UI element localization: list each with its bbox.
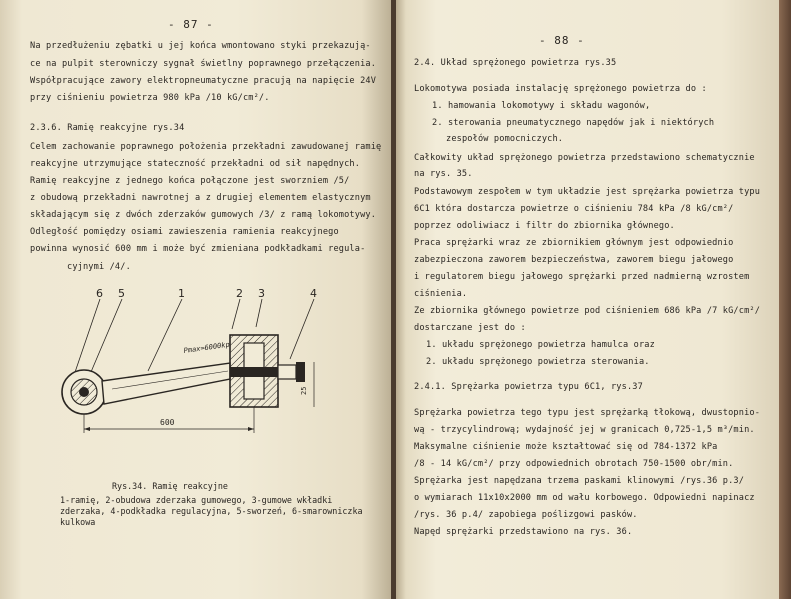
section-heading: 2.4.1. Sprężarka powietrza typu 6C1, rys.37 xyxy=(414,382,643,392)
page-number: - 87 - xyxy=(168,18,214,31)
list-item: 1. układu sprężonego powietrza hamulca oraz xyxy=(426,340,655,350)
text-line: Odległość pomiędzy osiami zawieszenia ramienia reakcyjnego xyxy=(30,227,339,237)
figure-caption-line: 1-ramię, 2-obudowa zderzaka gumowego, 3-gumowe wkładki xyxy=(60,495,333,505)
text-line: cyjnymi /4/. xyxy=(67,262,131,272)
text-line: na rys. 35. xyxy=(414,169,473,179)
text-line: poprzez odoliwiacz i filtr do zbiornika głównego. xyxy=(414,221,675,231)
list-item: 2. sterowania pneumatycznego napędów jak i niektórych xyxy=(432,118,715,128)
text-line: składającym się z dwóch zderzaków gumowych /3/ z ramą lokomotywy. xyxy=(30,210,377,220)
text-line: Napęd sprężarki przedstawiono na rys. 36. xyxy=(414,527,633,537)
text-line: reakcyjne utrzymujące stateczność przekładni od sił napędnych. xyxy=(30,159,361,169)
text-line: Ze zbiornika głównego powietrze pod ciśnieniem 686 kPa /7 kG/cm²/ xyxy=(414,306,761,316)
book-edge xyxy=(779,0,791,599)
section-heading: 2.3.6. Ramię reakcyjne rys.34 xyxy=(30,123,185,133)
part-label-1: 1 xyxy=(178,287,185,300)
text-line: powinna wynosić 600 mm i może być zmieniana podkładkami regula- xyxy=(30,244,366,254)
list-item: zespołów pomocniczych. xyxy=(446,134,564,144)
list-item: 1. hamowania lokomotywy i składu wagonów, xyxy=(432,101,651,111)
text-line: Współpracujące zawory elektropneumatyczne pracują na napięcie 24V xyxy=(30,76,377,86)
text-line: Sprężarka jest napędzana trzema paskami klinowymi /rys.36 p.3/ xyxy=(414,476,745,486)
text-line: ce na pulpit sterowniczy sygnał świetlny poprawnego przełączenia. xyxy=(30,59,377,69)
text-line: Na przedłużeniu zębatki u jej końca wmontowano styki przekazują- xyxy=(30,41,371,51)
text-line: 6C1 która dostarcza powietrze o ciśnieniu 784 kPa /8 kG/cm²/ xyxy=(414,204,734,214)
right-page xyxy=(396,0,779,599)
text-line: przy ciśnieniu powietrza 980 kPa /10 kG/cm²/. xyxy=(30,93,270,103)
text-line: z obudową przekładni nawrotnej a z drugiej elementem elastycznym xyxy=(30,193,371,203)
text-line: o wymiarach 11x10x2000 mm od wału korbowego. Odpowiedni napinacz xyxy=(414,493,755,503)
text-line: /8 - 14 kG/cm²/ przy odpowiednich obrotach 750-1500 obr/min. xyxy=(414,459,734,469)
side-dimension-label: 25 xyxy=(300,386,308,395)
section-heading: 2.4. Układ sprężonego powietrza rys.35 xyxy=(414,58,617,68)
text-line: dostarczane jest do : xyxy=(414,323,526,333)
part-label-2: 2 xyxy=(236,287,243,300)
reaction-arm-drawing xyxy=(52,283,342,453)
text-line: wą - trzycylindrową; wydajność jej w granicach 0,725-1,5 m³/min. xyxy=(414,425,755,435)
part-label-6: 6 xyxy=(96,287,103,300)
text-line: Sprężarka powietrza tego typu jest sprężarką tłokową, dwustopnio- xyxy=(414,408,761,418)
text-line: Całkowity układ sprężonego powietrza przedstawiono schematycznie xyxy=(414,153,755,163)
left-page xyxy=(0,0,393,599)
part-label-4: 4 xyxy=(310,287,317,300)
list-item: 2. układu sprężonego powietrza sterowania. xyxy=(426,357,650,367)
text-line: Podstawowym zespołem w tym układzie jest sprężarka powietrza typu xyxy=(414,187,761,197)
text-line: i regulatorem biegu jałowego sprężarki przed nadmierną wzrostem xyxy=(414,272,750,282)
text-line: Ramię reakcyjne z jednego końca połączone jest sworzniem /5/ xyxy=(30,176,350,186)
text-line: Praca sprężarki wraz ze zbiornikiem głównym jest odpowiednio xyxy=(414,238,734,248)
text-line: Celem zachowanie poprawnego położenia przekładni zawudowanej ramię xyxy=(30,142,382,152)
dimension-label: 600 xyxy=(160,418,175,427)
text-line: Lokomotywa posiada instalację sprężonego powietrza do : xyxy=(414,84,707,94)
text-line: /rys. 36 p.4/ zapobiega poślizgowi pasków. xyxy=(414,510,638,520)
page-number: - 88 - xyxy=(539,34,585,47)
force-label: Pmax=6000kp xyxy=(183,340,231,355)
figure-caption-title: Rys.34. Ramię reakcyjne xyxy=(112,481,228,491)
text-line: Maksymalne ciśnienie może kształtować się od 784-1372 kPa xyxy=(414,442,718,452)
text-line: zabezpieczona zaworem bezpieczeństwa, zaworem biegu jałowego xyxy=(414,255,734,265)
part-label-5: 5 xyxy=(118,287,125,300)
figure-caption-line: kulkowa xyxy=(60,517,96,527)
text-line: ciśnienia. xyxy=(414,289,468,299)
part-label-3: 3 xyxy=(258,287,265,300)
figure-caption-line: zderzaka, 4-podkładka regulacyjna, 5-sworzeń, 6-smarowniczka xyxy=(60,506,363,516)
